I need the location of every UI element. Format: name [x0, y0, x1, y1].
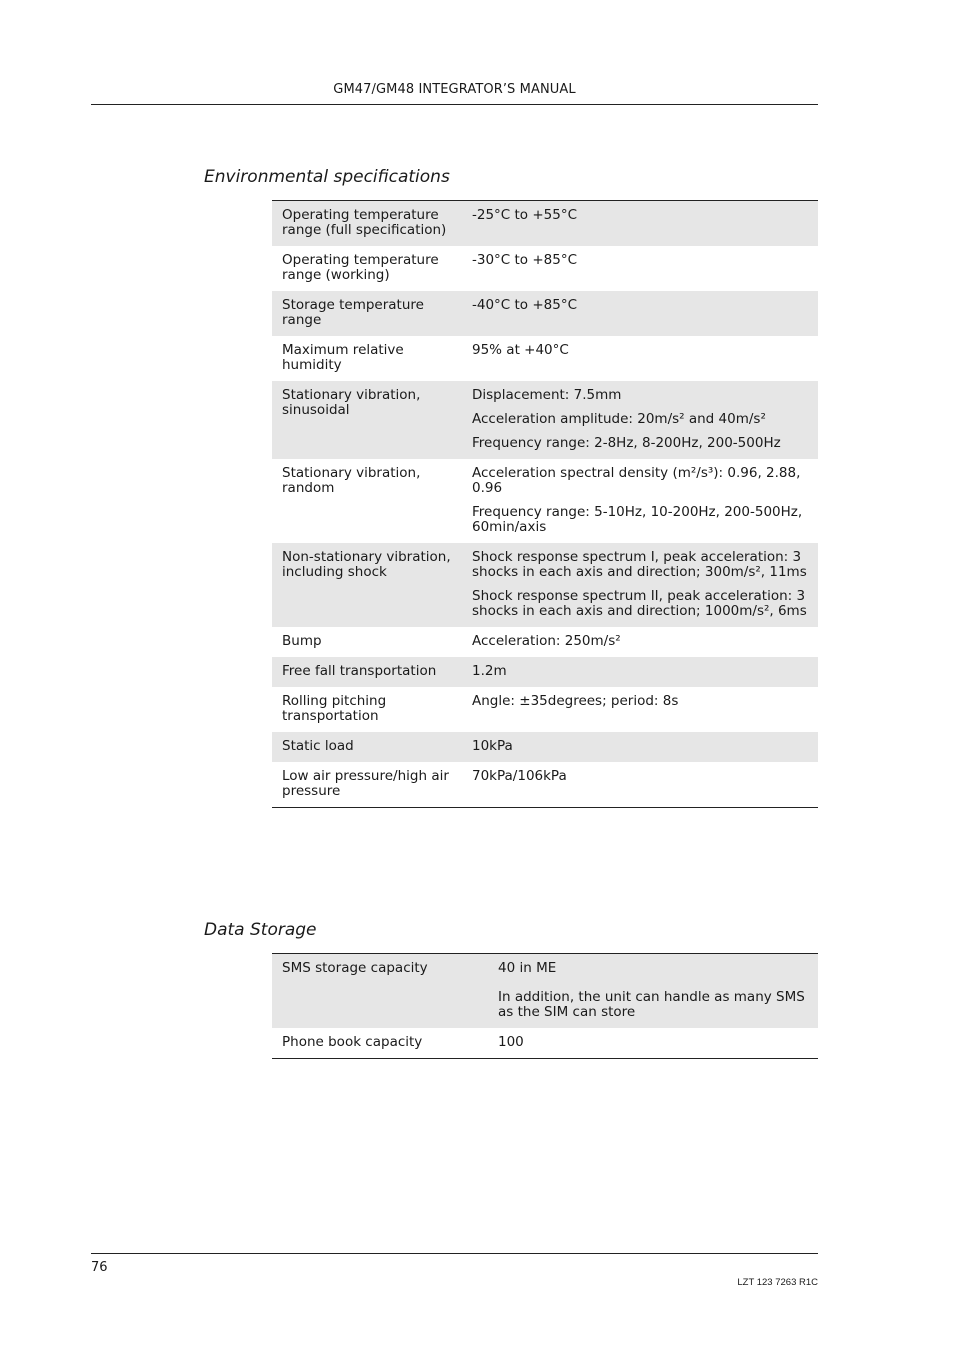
spec-value-text: Acceleration spectral density (m²/s³): 0.96, 2.88, 0.96: [472, 465, 801, 496]
spec-value: [462, 543, 818, 627]
spec-value: [462, 246, 818, 291]
spec-label: Storage temperature range: [272, 291, 462, 336]
spec-value-text: 10kPa: [472, 738, 513, 754]
spec-value: [488, 954, 818, 1029]
spec-value: [462, 201, 818, 247]
table-row: [272, 381, 818, 459]
environmental-specifications-table: [272, 200, 818, 808]
spec-value-text: -30°C to +85°C: [472, 252, 578, 268]
header-rule: [91, 104, 818, 105]
spec-value-text: Frequency range: 5-10Hz, 10-200Hz, 200-500Hz, 60min/axis: [472, 504, 803, 535]
data-storage-table: [272, 953, 818, 1059]
table-row: [272, 291, 818, 336]
spec-label: Rolling pitching transportation: [282, 693, 387, 724]
table-row: [272, 627, 818, 657]
table-row: [272, 459, 818, 543]
spec-value-text: Shock response spectrum I, peak acceleration: 3 shocks in each axis and direction; 300m/s², 11ms: [472, 549, 807, 580]
spec-value-text: 95% at +40°C: [472, 342, 569, 358]
spec-value: [462, 732, 818, 762]
table-row: [272, 657, 818, 687]
data-storage-heading: Data Storage: [204, 920, 317, 940]
spec-label: Operating temperature range (full specification): [272, 201, 462, 247]
spec-value-text: -40°C to +85°C: [472, 297, 578, 313]
spec-value: [462, 657, 818, 687]
spec-value-text: -25°C to +55°C: [472, 207, 578, 223]
table-row: [272, 543, 818, 627]
spec-label: SMS storage capacity: [272, 954, 488, 1029]
spec-value-text: 1.2m: [472, 663, 507, 679]
spec-value: [462, 381, 818, 459]
environmental-specifications-heading: Environmental specifications: [204, 167, 450, 187]
spec-value: [462, 336, 818, 381]
running-header-title: GM47/GM48 INTEGRATOR’S MANUAL: [333, 82, 576, 97]
spec-label: Low air pressure/high air pressure: [282, 768, 449, 799]
table-row: [272, 246, 818, 291]
table-row: [272, 687, 818, 732]
spec-value: [462, 762, 818, 808]
spec-value: [462, 687, 818, 732]
spec-label: Stationary vibration, random: [282, 465, 421, 496]
spec-value: [488, 1028, 818, 1059]
spec-value-text: In addition, the unit can handle as many SMS as the SIM can store: [498, 989, 805, 1020]
spec-label: Static load: [272, 732, 462, 762]
spec-value-text: 40 in ME: [498, 960, 557, 976]
spec-value-text: Acceleration: 250m/s²: [472, 633, 621, 649]
spec-label: Non-stationary vibration, including shock: [272, 543, 462, 627]
table-row: [272, 762, 818, 808]
spec-value: [462, 291, 818, 336]
spec-value-text: Angle: ±35degrees; period: 8s: [472, 693, 679, 709]
table-row: [272, 201, 818, 247]
table-row: [272, 336, 818, 381]
spec-value-text: Shock response spectrum II, peak acceleration: 3 shocks in each axis and direction; 1000m/s², 6ms: [472, 588, 807, 619]
table-row: [272, 732, 818, 762]
spec-value-text: Displacement: 7.5mm: [472, 387, 622, 403]
spec-label: Stationary vibration, sinusoidal: [272, 381, 462, 459]
spec-value-text: Acceleration amplitude: 20m/s² and 40m/s²: [472, 411, 766, 427]
document-id: LZT 123 7263 R1C: [737, 1277, 818, 1288]
spec-value: [462, 459, 818, 543]
spec-label: Phone book capacity: [282, 1034, 423, 1050]
page-number: 76: [91, 1260, 108, 1275]
table-row: [272, 1028, 818, 1059]
spec-value-text: Frequency range: 2-8Hz, 8-200Hz, 200-500Hz: [472, 435, 781, 451]
spec-value: [462, 627, 818, 657]
spec-value-text: 70kPa/106kPa: [472, 768, 567, 784]
footer-rule: [91, 1253, 818, 1254]
spec-label: Operating temperature range (working): [282, 252, 439, 283]
table-row: [272, 954, 818, 1029]
spec-label: Free fall transportation: [272, 657, 462, 687]
spec-label: Maximum relative humidity: [282, 342, 404, 373]
spec-value-text: 100: [498, 1034, 524, 1050]
spec-label: Bump: [282, 633, 322, 649]
